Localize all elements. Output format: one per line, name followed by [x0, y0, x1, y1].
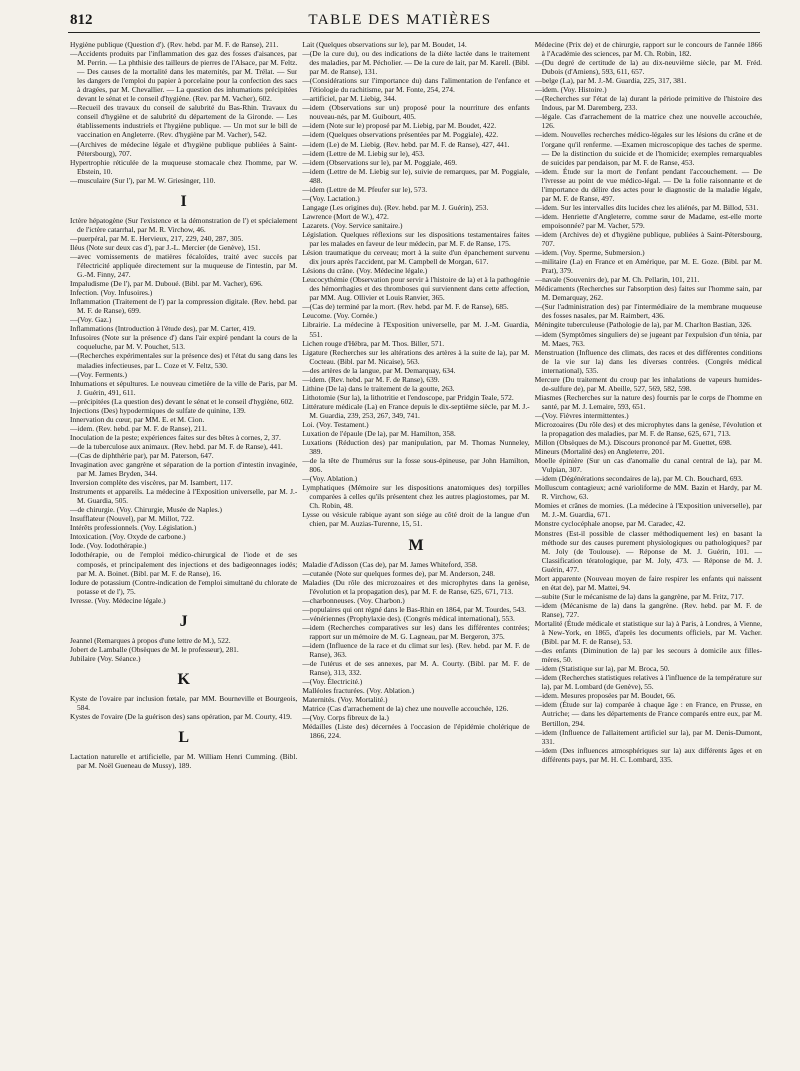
index-entry: —(Voy. Ferments.) — [70, 369, 128, 379]
index-entry: Mort apparente (Nouveau moyen de faire respirer les enfants qui naissent en état de), par M. Mattei, 94. — [534, 573, 762, 592]
index-entry: Inversion complète des viscères, par M. Isambert, 117. — [70, 478, 233, 488]
index-entry: Médailles (Liste des) décernées à l'occasion de l'épidémie cholérique de 1866, 224. — [302, 722, 530, 741]
index-entry: Médecine (Prix de) et de chirurgie, rapport sur le concours de l'année 1866 à l'Académie des sciences, par M. Ch. Robin, 182. — [534, 40, 762, 59]
index-entry: Hypertrophie réticulée de la muqueuse stomacale chez l'homme, par W. Ebstein, 10. — [70, 157, 298, 176]
index-entry: Lithotomie (Sur la), la lithotritie et l'endoscope, par Pridgin Teale, 572. — [302, 392, 514, 402]
index-entry: —idem (Le) de M. Liebig. (Rev. hebd. par M. F. de Ranse), 427, 441. — [302, 139, 510, 149]
index-entry: —(Cas de diphthérie par), par M. Paterson, 647. — [70, 450, 214, 460]
index-entry: —musculaire (Sur l'), par M. W. Griesinger, 110. — [70, 175, 216, 185]
index-entry: Leucocythémie (Observation pour servir à l'histoire de la) et à la pathogénie des hémorrhagies et des thromboses qui surviennent dans cette affection, par MM. Aug. Ollivier et Louis Ranvier, 365. — [302, 275, 530, 303]
index-entry: Malléoles fracturées. (Voy. Ablation.) — [302, 686, 415, 696]
index-entry: —idem. Étude sur la mort de l'enfant pendant l'accouchement. — De l'ivresse au point de vue médico-légal. — De la folie raisonnante et de l'importance du délire des actes pour le diagnostic de la maladie légale, par M. F. de Ranse, 497. — [534, 166, 762, 203]
index-entry: —navale (Souvenirs de), par M. Ch. Pellarin, 101, 211. — [534, 275, 700, 285]
index-entry: —idem (Note sur le) proposé par M. Liebig, par M. Boudet, 422. — [302, 121, 497, 131]
index-entry: Lichen rouge d'Hébra, par M. Thos. Biller, 571. — [302, 338, 445, 348]
index-entry: Mortalité (Étude médicale et statistique sur la) à Paris, à Londres, à Vienne, à New-York, en 1865, d'après les documents officiels, par M. Vacher. (Bibl. par M. F. de Ranse), 53. — [534, 619, 762, 647]
index-entry: —(Voy. Électricité.) — [302, 677, 363, 687]
index-entry: Ligature (Recherches sur les altérations des artères à la suite de la), par M. Cocteau. (Bibl. par M. Nicaise), 563. — [302, 347, 530, 366]
index-entry: Jeannel (Remarques à propos d'une lettre de M.), 522. — [70, 635, 231, 645]
index-entry: Jubilaire (Voy. Séance.) — [70, 653, 141, 663]
index-entry: —précipitées (La question des) devant le sénat et le conseil d'hygiène, 602. — [70, 396, 294, 406]
index-entry: —de la tuberculose aux animaux. (Rev. hebd. par M. F. de Ranse), 441. — [70, 441, 283, 451]
index-entry: —légale. Cas d'arrachement de la matrice chez une nouvelle accouchée, 126. — [534, 112, 762, 131]
index-entry: —(Sur l'administration des) par l'intermédiaire de la membrane muqueuse des fosses nasales, par M. Raimbert, 436. — [534, 302, 762, 321]
index-entry: Mineurs (Mortalité des) en Angleterre, 201. — [534, 447, 665, 457]
index-entry: Insufflateur (Nouvel), par M. Millot, 722. — [70, 514, 195, 524]
index-entry: —de chirurgie. (Voy. Chirurgie, Musée de Naples.) — [70, 505, 222, 515]
index-entry: Inflammation (Traitement de l') par la compression digitale. (Rev. hebd. par M. F. de Ranse), 699. — [70, 297, 298, 316]
index-entry: —(Considérations sur l'importance du) dans l'alimentation de l'enfance et l'étiologie du rachitisme, par M. Fonte, 254, 274. — [302, 76, 530, 95]
index-entry: Instruments et appareils. La médecine à l'Exposition universelle, par M. J.-M. Guardia, 505. — [70, 487, 298, 506]
index-entry: Langage (Les origines du). (Rev. hebd. par M. J. Guérin), 253. — [302, 202, 489, 212]
index-entry: —charbonneuses. (Voy. Charbon.) — [302, 595, 405, 605]
index-entry: Maladie d'Adisson (Cas de), par M. James Whiteford, 358. — [302, 559, 478, 569]
index-entry: Iodothérapie, ou de l'emploi médico-chirurgical de l'iode et de ses composés, et principalement des injections et des badigeonnages iodés; par M. A. Boinet. (Bibl. par M. F. de Ranse), 16. — [70, 550, 298, 578]
index-entry: Luxation de l'épaule (De la), par M. Hamilton, 358. — [302, 429, 456, 439]
index-entry: —(Cas de) terminé par la mort. (Rev. hebd. par M. F. de Ranse), 685. — [302, 302, 509, 312]
index-entry: Lawrence (Mort de W.), 472. — [302, 211, 389, 221]
index-column-2 — [302, 40, 529, 1057]
index-entry: Hygiène publique (Question d'). (Rev. hebd. par M. F. de Ranse), 211. — [70, 40, 279, 49]
index-entry: Momies et crânes de momies. (La médecine à l'Exposition universelle), par M. J.-M. Guardia, 671. — [534, 501, 762, 520]
index-entry: —puerpéral, par M. E. Hervieux, 217, 229, 240, 287, 305. — [70, 233, 244, 243]
index-entry: Lazarets. (Voy. Service sanitaire.) — [302, 220, 403, 230]
index-entry: Loi. (Voy. Testament.) — [302, 419, 369, 429]
index-entry: —vénériennes (Prophylaxie des). (Congrès médical international), 553. — [302, 613, 515, 623]
index-entry: —idem (Des influences atmosphériques sur la) aux différents âges et en différents pays, par M. H. C. Lombard, 335. — [534, 745, 762, 764]
page-title: TABLE DES MATIÈRES — [308, 12, 492, 28]
index-entry: Lymphatiques (Mémoire sur les dispositions anatomiques des) torpilles comparées à celles qu'ils présentent chez les autres plagiostomes, par M. Ch. Robin, 48. — [302, 483, 530, 511]
index-entry: Littérature médicale (La) en France depuis le dix-septième siècle, par M. J.-M. Guardia, 239, 253, 267, 349, 741. — [302, 401, 530, 420]
index-entry: Microzoaires (Du rôle des) et des microphytes dans la genèse, l'évolution et la propagation des maladies, par M. F. de Ranse, 625, 671, 713. — [534, 419, 762, 439]
header-rule — [68, 32, 760, 33]
page-number: 812 — [70, 12, 93, 28]
index-entry: —de l'utérus et de ses annexes, par M. A. Courty. (Bibl. par M. F. de Ranse), 313, 332. — [302, 659, 530, 678]
section-letter: J — [179, 612, 188, 630]
index-entry: —des artères de la langue, par M. Demarquay, 634. — [302, 365, 456, 375]
index-entry: —de la tête de l'humérus sur la fosse sous-épineuse, par John Hamilton, 806. — [302, 456, 530, 475]
index-entry: Inoculation de la peste; expériences faites sur des bêtes à cornes, 2, 37. — [70, 432, 281, 442]
index-entry: —idem (Observations sur le), par M. Poggiale, 469. — [302, 157, 458, 167]
index-entry: Impaludisme (De l'), par M. Duboué. (Bibl. par M. Vacher), 696. — [70, 279, 263, 289]
index-entry: —idem (Lettre de M. Liebig sur le), 453. — [302, 148, 425, 158]
index-entry: —(Voy. Ablation.) — [302, 474, 358, 484]
index-entry: —des enfants (Diminution de la) par les secours à domicile aux filles-mères, 50. — [534, 646, 762, 665]
index-entry: Librairie. La médecine à l'Exposition universelle, par M. J.-M. Guardia, 551. — [302, 320, 530, 339]
index-entry: —idem (Recherches comparatives sur les) dans les différentes contrées; rapport sur un mémoire de M. G. Lagneau, par M. Bergeron, 375. — [302, 622, 530, 641]
index-entry: Maladies (Du rôle des microzoaires et des microphytes dans la genèse, l'évolution et la propagation des), par M. F. de Ranse, 625, 671, 713. — [302, 577, 530, 596]
index-entry: —idem (Archives de) et d'hygiène publique, publiées à Saint-Pétersbourg, 707. — [534, 229, 762, 249]
index-entry: —idem (Influence de l'allaitement artificiel sur la), par M. Denis-Dumont, 331. — [534, 727, 762, 746]
index-column-1 — [70, 40, 297, 1057]
index-entry: —idem (Observations sur un) proposé pour la nourriture des enfants nouveau-nés, par M. Guibourt, 405. — [302, 103, 530, 122]
index-entry: —populaires qui ont régné dans le Bas-Rhin en 1864, par M. Tourdes, 543. — [302, 604, 526, 614]
index-entry: —idem. (Rev. hebd. par M. F. de Ranse), 211. — [70, 423, 207, 433]
index-entry: —militaire (La) en France et en Amérique, par M. E. Goze. (Bibl. par M. Prat), 379. — [534, 257, 762, 276]
index-entry: —Accidents produits par l'inflammation des gaz des fosses d'aisances, par M. Perrin. — La phthisie des tailleurs de pierres de l'Alsace, par M. Feltz. — Des causes de la mortalité dans les maternités, par M. Trélat. — Sur les dangers de l'emploi du papier à porcelaine pour la confection des sacs à dragées, par M. Chevallier. — La question des inhumations précipitées devant le sénat et le conseil d'hygiène. (Rev. par M. Vacher), 602. — [70, 49, 298, 104]
index-entry: —(Voy. Gaz.) — [70, 315, 112, 325]
index-entry: Inhumations et sépultures. Le nouveau cimetière de la ville de Paris, par M. J. Guérin, 491, 611. — [70, 378, 298, 397]
index-entry: —idem (Influence de la race et du climat sur les). (Rev. hebd. par M. F. de Ranse), 363. — [302, 640, 530, 659]
index-entry: Leucome. (Voy. Cornée.) — [302, 311, 378, 321]
index-entry: —idem. (Voy. Histoire.) — [534, 85, 607, 95]
index-entry: Monstres (Est-il possible de classer méthodiquement les) en basant la méthode sur des causes purement physiologiques ou pathologiques? par M. Joly (de Toulouse). — Réponse de M. J. Guérin, 101. — Classification tératologique, par M. Joly, 473. — Réponse de M. J. Guérin, 477. — [534, 528, 762, 574]
section-letter: I — [180, 192, 187, 210]
index-entry: Médicaments (Recherches sur l'absorption des) faites sur l'homme sain, par M. Demarquay, 262. — [534, 284, 762, 303]
index-entry: Iode. (Voy. Iodothérapie.) — [70, 541, 147, 551]
index-entry: —avec vomissements de matières fécaloïdes, traité avec succès par l'électricité appliquée directement sur la muqueuse de l'intestin, par M. G.-M. Finny, 247. — [70, 251, 298, 280]
section-letter: L — [178, 729, 189, 747]
index-entry: Méningite tuberculeuse (Pathologie de la), par M. Charlton Bastian, 326. — [534, 320, 752, 330]
index-entry: —idem. (Rev. hebd. par M. F. de Ranse), 639. — [302, 374, 440, 384]
index-entry: —(De la cure du), ou des indications de la diète lactée dans le traitement des maladies, par M. Pécholier. — De la cure de lait, par M. Karell. (Bibl. par M. de Ranse), 131. — [302, 49, 530, 77]
index-entry: —Recueil des travaux du conseil de salubrité du Bas-Rhin. Travaux du conseil d'hygiène et de salubrité du département de la Gironde. — Les établissements industriels et l'hygiène publique. — Un mot sur le bill de vaccination en Angleterre. (Rev. d'hygiène par M. Vacher), 542. — [70, 103, 298, 140]
index-entry: —idem (Recherches statistiques relatives à l'influence de la température sur la), par M. Lombard (de Genève), 55. — [534, 673, 762, 692]
index-entry: —(Archives de médecine légale et d'hygiène publique publiées à Saint-Pétersbourg), 707. — [70, 139, 298, 158]
index-entry: Infection. (Voy. Infusoires.) — [70, 288, 153, 298]
index-entry: —(Voy. Lactation.) — [302, 193, 360, 203]
index-entry: —(Recherches expérimentales sur la présence des) et l'état du sang dans les maladies infectieuses, par L. Coze et V. Feltz, 530. — [70, 351, 298, 370]
index-entry: Intoxication. (Voy. Oxyde de carbone.) — [70, 532, 186, 542]
index-entry: —subite (Sur le mécanisme de la) dans la gangrène, par M. Fritz, 717. — [534, 591, 744, 601]
index-entry: —belge (La), par M. J.-M. Guardia, 225, 317, 381. — [534, 76, 687, 86]
index-entry: Jobert de Lamballe (Obsèques de M. le professeur), 281. — [70, 644, 239, 654]
index-entry: —idem. Mesures proposées par M. Boudet, 66. — [534, 691, 676, 701]
index-entry: Mercure (Du traitement du croup par les inhalations de vapeurs humides-de-sulfure de), par M. Abeille, 527, 569, 582, 598. — [534, 374, 762, 393]
index-entry: Moelle épinière (Sur un cas d'anomalie du canal central de la), par M. Vulpian, 307. — [534, 456, 762, 475]
index-entry: Miasmes (Recherches sur la nature des) fournis par le corps de l'homme en santé, par M. J. Lemaire, 593, 651. — [534, 392, 762, 411]
index-entry: —idem. Nouvelles recherches médico-légales sur les lésions du crâne et de l'organe qu'il renferme. —Examen microscopique des taches de sperme. — De la distinction du suicide et de l'homicide; exemples remarquables de suicides par pendaison, par M. F. de Ranse, 453. — [534, 130, 762, 167]
index-entry: —(Voy. Corps fibreux de la.) — [302, 713, 389, 723]
index-entry: Lactation naturelle et artificielle, par M. William Henri Cumming. (Bibl. par M. Noël Gueneau de Mussy), 189. — [70, 752, 298, 771]
index-entry: Ictère hépatogène (Sur l'existence et la démonstration de l') et spécialement de l'ictère catarrhal, par M. R. Virchow, 46. — [70, 215, 298, 234]
index-entry: Législation. Quelques réflexions sur les dispositions testamentaires faites par les malades en faveur de leur médecin, par M. F. de Ranse, 175. — [302, 229, 530, 249]
index-entry: Invagination avec gangrène et séparation de la portion d'intestin invaginée, par M. James Bryden, 344. — [70, 460, 298, 479]
index-entry: —(Voy. Fièvres intermittentes.) — [534, 410, 629, 420]
index-entry: Lysse ou vésicule rabique ayant son siége au côté droit de la langue d'un chien, par M. Auzias-Turenne, 15, 51. — [302, 510, 530, 529]
index-entry: Millon (Obsèques de M.). Discours prononcé par M. Guettet, 698. — [534, 438, 732, 448]
index-entry: Innervation du cœur, par MM. E. et M. Cion. — [70, 414, 205, 424]
index-column-3 — [535, 40, 762, 1057]
index-entry: Maternités. (Voy. Mortalité.) — [302, 695, 388, 705]
index-entry: Infusoires (Note sur la présence d') dans l'air expiré pendant la cours de la coqueluche, par M. V. Pouchet, 513. — [70, 333, 298, 352]
index-entry: —idem (Lettre de M. Pfeufer sur le), 573. — [302, 184, 428, 194]
index-entry: Intérêts professionnels. (Voy. Législation.) — [70, 523, 197, 533]
index-entry: Ivresse. (Voy. Médecine légale.) — [70, 595, 166, 605]
index-entry: Iléus (Note sur deux cas d'), par J.-L. Mercier (de Genève), 151. — [70, 242, 261, 252]
index-entry: Luxations (Réduction des) par manipulation, par M. Thomas Nunneley, 389. — [302, 438, 530, 457]
index-entry: —idem (Mécanisme de la) dans la gangrène. (Rev. hebd. par M. F. de Ranse), 727. — [534, 600, 762, 619]
index-entry: Menstruation (Influence des climats, des races et des différentes conditions de la vie sur la) dans les diverses contrées. (Congrès médical international), 535. — [534, 347, 762, 375]
index-entry: —idem (Lettre de M. Liebig sur le), suivie de remarques, par M. Poggiale, 488. — [302, 166, 530, 185]
index-entry: —idem (Étude sur la) comparée à chaque âge : en France, en Prusse, en Autriche; — dans les départements de France comparés entre eux, par M. Bertillon, 294. — [534, 700, 762, 728]
index-entry: Monstre cyclocéphale anopse, par M. Caradec, 42. — [534, 519, 686, 529]
index-columns — [70, 40, 762, 1057]
index-entry: —(Du degré de certitude de la) au dix-neuvième siècle, par M. Fréd. Dubois (d'Amiens), 593, 611, 657. — [534, 58, 762, 77]
index-entry: Lithine (De la) dans le traitement de la goutte, 263. — [302, 383, 455, 393]
index-entry: Lait (Quelques observations sur le), par M. Boudet, 14. — [302, 40, 467, 49]
index-entry: Matrice (Cas d'arrachement de la) chez une nouvelle accouchée, 126. — [302, 704, 509, 714]
index-entry: —(Recherches sur l'état de la) durant la période primitive de l'histoire des Indous, par M. Daremberg, 233. — [534, 94, 762, 113]
index-entry: —cutanée (Note sur quelques formes de), par M. Anderson, 248. — [302, 568, 496, 578]
index-entry: —idem. (Voy. Sperme, Submersion.) — [534, 248, 645, 258]
index-entry: —idem (Dégénérations secondaires de la), par M. Ch. Bouchard, 693. — [534, 474, 743, 484]
index-entry: Lésions du crâne. (Voy. Médecine légale.) — [302, 266, 428, 276]
index-entry: —idem (Quelques observations présentées par M. Poggiale), 422. — [302, 130, 499, 140]
section-letter: M — [408, 536, 424, 554]
index-entry: Kystes de l'ovaire (De la guérison des) sans opération, par M. Courty, 419. — [70, 712, 292, 721]
page-header — [0, 0, 800, 40]
index-entry: —idem (Symptômes singuliers de) se jugeant par l'expulsion d'un ténia, par M. Maes, 763. — [534, 329, 762, 348]
index-entry: —artificiel, par M. Liebig, 344. — [302, 94, 397, 104]
index-entry: —idem (Statistique sur la), par M. Broca, 50. — [534, 664, 670, 674]
index-entry: —idem. Henriette d'Angleterre, comme sœur de Madame, est-elle morte empoisonnée? par M. Vacher, 579. — [534, 211, 762, 230]
index-entry: Injections (Des) hypodermiques de sulfate de quinine, 139. — [70, 405, 246, 415]
section-letter: K — [177, 670, 190, 688]
index-entry: Molluscum contagieux; acné varioliforme de MM. Bazin et Hardy, par M. R. Virchow, 63. — [534, 483, 762, 502]
index-entry: Lésion traumatique du cerveau; mort à la suite d'un épanchement survenu dix jours après l'accident, par M. Campbell de Morgan, 617. — [302, 248, 530, 267]
index-entry: Inflammations (Introduction à l'étude des), par M. Carter, 419. — [70, 324, 256, 334]
index-entry: Iodure de potassium (Contre-indication de l'emploi simultané du chlorate de potasse et de l'), 75. — [70, 577, 298, 596]
index-entry: —idem. Sur les intervalles dits lucides chez les aliénés, par M. Billod, 531. — [534, 202, 759, 212]
index-entry: Kyste de l'ovaire par inclusion fœtale, par MM. Bourneville et Bourgeois, 584. — [70, 693, 298, 712]
